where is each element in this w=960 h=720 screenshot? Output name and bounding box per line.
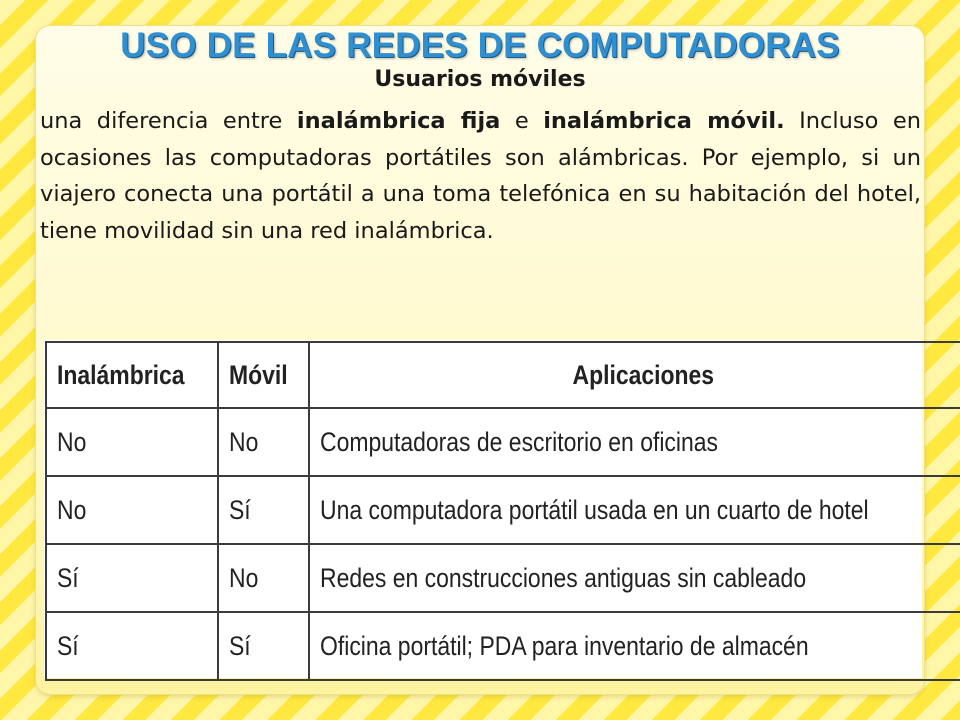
- header-aplicaciones: Aplicaciones: [309, 342, 960, 408]
- table-row: [46, 408, 960, 476]
- table-row: [46, 476, 960, 544]
- cell-inalambrica: Sí: [46, 612, 218, 680]
- cell-movil: No: [218, 544, 309, 612]
- cell-aplicacion: Computadoras de escritorio en oficinas: [309, 408, 960, 476]
- cell-inalambrica: Sí: [46, 544, 218, 612]
- table-row: [46, 544, 960, 612]
- cell-movil: No: [218, 408, 309, 476]
- table-header-row: [46, 342, 960, 408]
- paragraph-text: una diferencia entre: [40, 108, 297, 134]
- slide-title: USO DE LAS REDES DE COMPUTADORAS: [120, 26, 840, 65]
- cell-inalambrica: No: [46, 408, 218, 476]
- applications-table-image: [44, 340, 922, 678]
- body-paragraph: [40, 103, 921, 249]
- header-inalambrica: Inalámbrica: [46, 342, 218, 408]
- paragraph-bold-term: inalámbrica móvil.: [543, 108, 785, 134]
- cell-movil: Sí: [218, 476, 309, 544]
- cell-aplicacion: Redes en construcciones antiguas sin cableado: [309, 544, 960, 612]
- paragraph-text: Incluso en ocasiones las computadoras portátiles son alámbricas. Por ejemplo, si un viajero conecta una portátil a una toma telefónica en su habitación del hotel, tiene movilidad sin una red inalámbrica.: [40, 108, 921, 244]
- table-row: [46, 612, 960, 680]
- cell-aplicacion: Oficina portátil; PDA para inventario de almacén: [309, 612, 960, 680]
- applications-table: [45, 341, 960, 681]
- cell-aplicacion: Una computadora portátil usada en un cuarto de hotel: [309, 476, 960, 544]
- cell-inalambrica: No: [46, 476, 218, 544]
- paragraph-text: e: [500, 108, 544, 134]
- cell-movil: Sí: [218, 612, 309, 680]
- paragraph-bold-term: inalámbrica fija: [296, 108, 501, 134]
- header-movil: Móvil: [218, 342, 309, 408]
- slide-subtitle: Usuarios móviles: [374, 67, 586, 92]
